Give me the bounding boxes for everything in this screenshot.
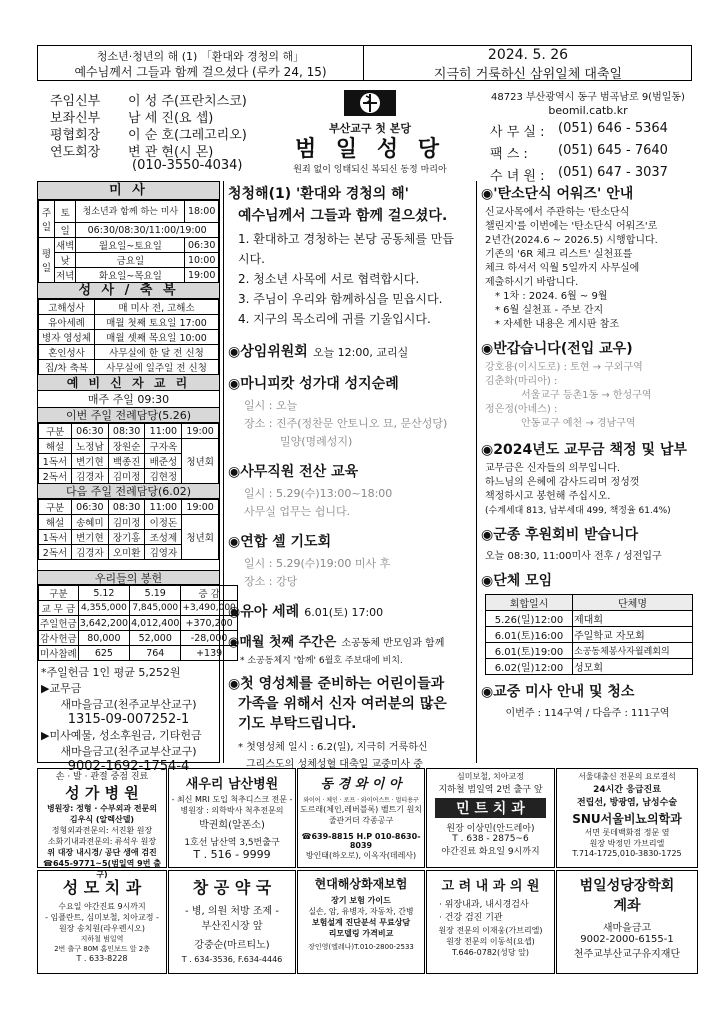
welcome-line: 정은정(아녜스) :: [485, 404, 558, 415]
ad-line: 강중순(마르티노): [194, 940, 270, 951]
website-link[interactable]: beomil.catb.kr: [548, 104, 628, 117]
ministry-cell: 백종진: [108, 454, 145, 469]
notice-carbon-fast: ◉'탄소단식 어워즈' 안내: [481, 186, 634, 202]
group-cell: 주일학교 자모회: [573, 627, 693, 643]
offering-cell: 교 무 금: [39, 601, 79, 616]
first-communion-line3: 기도 부탁드립니다.: [238, 716, 357, 732]
group-cell: 성모회: [573, 659, 693, 675]
ad-koryo-clinic: [426, 870, 555, 974]
account-b-title: ▶미사예물, 성소후원금, 기타헌금: [41, 729, 202, 742]
ministry-cell: 해설: [39, 515, 72, 530]
col-head: 08:30: [108, 500, 145, 515]
offering-average: *주일헌금 1인 평균 5,252원: [41, 666, 181, 679]
ad-line: T . 516 - 9999: [193, 848, 271, 861]
dues-body: [477, 462, 698, 518]
it-training-date: 일시 : 5.29(수)13:00~18:00: [244, 487, 393, 500]
it-training-note: 사무실 업무는 쉽니다.: [244, 505, 351, 518]
catechumen-title: 예 비 신 자 교 리: [38, 375, 219, 391]
staff-role: 주임신부: [50, 94, 101, 109]
pilgrimage-place2: 밀양(명례성지): [280, 435, 353, 448]
ad-line: 원장 송치원(라우렌시오): [58, 924, 146, 933]
ad-line: 지하철 범일역 2번 출구 앞: [438, 785, 543, 795]
fax-number: (051) 645 - 7640: [558, 143, 668, 158]
ministry-next-table: [38, 499, 219, 560]
notice-cell-prayer: ◉연합 셀 기도회: [228, 534, 332, 550]
ad-line: 원장 박정민 가브리엘: [589, 839, 665, 848]
weekday-days: 금요일: [76, 253, 185, 268]
ad-line: T . 633-8228: [76, 954, 128, 963]
ad-name: 동 경 와 이 아: [320, 777, 402, 792]
sacrament-info: 매월 첫째 토요일 17:00: [95, 315, 219, 330]
group-cell: 6.01(토)19:00: [486, 643, 573, 659]
ministry-cell: 1독서: [39, 530, 72, 545]
sat-mass-time: 18:00: [185, 201, 219, 223]
group-cell: 5.26(일)12:00: [486, 611, 573, 627]
sacrament-name: 유아세례: [39, 315, 95, 330]
ad-line: ☎645-9771~5(범일역 9번 출구): [43, 859, 161, 879]
ad-name: 고 려 내 과 의 원: [441, 879, 540, 894]
group-cell: 소공동체봉사자월례회의: [573, 643, 693, 659]
ad-line: 위 대장 내시경/ 공단 생애 검진: [47, 848, 157, 857]
ad-line: 장기 보험 가이드: [331, 896, 391, 905]
offering-cell: -28,000: [181, 631, 237, 646]
ad-line: 9002-2000-6155-1: [580, 934, 674, 945]
welcome-line: 김춘화(마리아) :: [485, 376, 558, 387]
notice-military: ◉군종 후원회비 받습니다: [481, 527, 639, 543]
ad-line: - 최신 MRI 도입 척추디스크 전문 -: [171, 795, 293, 804]
convent-label: 수 녀 원 :: [490, 169, 545, 184]
notice-committee-time: 오늘 12:00, 교리실: [312, 346, 409, 359]
sacrament-info: 매 미사 전, 고해소: [95, 300, 219, 315]
ministry-cell: 변기현: [71, 454, 108, 469]
ad-line: ☎639-8815 H.P 010-8630-8039: [301, 832, 421, 850]
ministry-cell: 송혜미: [71, 515, 108, 530]
staff-role: 연도회장: [50, 145, 101, 160]
ad-saeuri-hospital: [168, 768, 296, 868]
offering-cell: 미사참례: [39, 646, 79, 661]
staff-name: 이 순 호(그레고리오): [128, 128, 247, 143]
convent-phone: (051) 647 - 3037: [558, 165, 668, 180]
ministry-cell: 김경자: [71, 545, 108, 560]
account-a-number: 1315-09-007252-1: [67, 712, 190, 727]
offering-cell: +3,490,000: [181, 601, 237, 616]
ministry-cell: 청년회: [182, 515, 219, 560]
sacrament-name: 집/차 축복: [39, 360, 95, 375]
offering-cell: 7,845,000: [130, 601, 181, 616]
offering-cell: 4,355,000: [78, 601, 129, 616]
col-head: 5.12: [78, 586, 129, 601]
baptism-date: 6.01(토) 17:00: [304, 606, 384, 619]
bulletin-date: 2024. 5. 26: [487, 47, 569, 63]
ministry-cell: 해설: [39, 439, 72, 454]
ad-name: 성 가 병 원: [65, 784, 139, 802]
offering-cell: +370,200: [181, 616, 237, 631]
col-head: 5.19: [130, 586, 181, 601]
col-head: 구분: [39, 586, 79, 601]
address: 48723 부산광역시 동구 범곡남로 9(범일동): [491, 92, 685, 103]
account-b-number: 9002-1692-1754-4: [67, 759, 190, 774]
ad-line: 원장 전문의 이재웅(가브리엘): [438, 926, 543, 935]
notice-dues: ◉2024년도 교무금 책정 및 납부: [481, 442, 687, 458]
notice-first-week: ◉매월 첫째 주간은: [228, 635, 337, 650]
ministry-cell: 1독서: [39, 454, 72, 469]
dues-line: 교무금은 신자들의 의무입니다.: [485, 463, 621, 474]
ad-sungmo-dental: [37, 870, 167, 974]
cleaning-body: 이번주 : 114구역 / 다음주 : 111구역: [505, 708, 670, 719]
notice-welcome: ◉반갑습니다(전입 교우): [481, 341, 633, 357]
carbon-line: 2년간(2024.6 ~ 2026.5) 시행합니다.: [485, 235, 658, 246]
sacrament-name: 혼인성사: [39, 345, 95, 360]
main-heading: 청청해(1) '환대와 경청의 해': [228, 186, 409, 202]
ad-line: · 위장내과, 내시경검사: [439, 900, 529, 910]
ministry-cell: 이정돈: [145, 515, 182, 530]
group-cell: 제대회: [573, 611, 693, 627]
ad-line: 지하철 범일역: [80, 935, 124, 943]
ad-line: 실손, 암, 유병자, 자동차, 간병: [308, 907, 414, 916]
main-item: 2. 청소년 사목에 서로 협력합시다.: [238, 272, 420, 286]
ministry-next-title: 다음 주일 전례담당(6.02): [38, 484, 219, 499]
first-communion-line2: 가족을 위해서 신자 여러분의 많은: [238, 696, 447, 712]
carbon-line: 제출하시기 바랍니다.: [485, 277, 579, 288]
sun-label: 일: [55, 223, 76, 238]
ad-line: - 임플란트, 심미보철, 치아교정 -: [45, 913, 159, 922]
ad-name: 민 트 치 과: [435, 798, 546, 818]
ad-line: 서면 롯데백화점 정문 옆: [584, 828, 670, 837]
ad-line: · 건강 검진 기관: [439, 913, 503, 923]
ministry-cell: 조성제: [145, 530, 182, 545]
contact-block: [478, 88, 698, 184]
dues-line: (수계세대 813, 납부세대 499, 책정율 61.4%): [485, 506, 671, 516]
weekday-time: 19:00: [185, 268, 219, 283]
ad-line: 리모델링 가격비교: [328, 929, 394, 938]
ad-line: 보험설계 진단분석 무료상담: [311, 918, 411, 927]
main-column: [223, 181, 475, 770]
ad-line: 서울대출신 전문의 요로결석: [578, 772, 676, 781]
ad-line: T.714-1725,010-3830-1725: [572, 849, 682, 858]
ad-line: 전립선, 방광염, 남성수술: [576, 798, 678, 808]
sat-mass-desc: 청소년과 함께 하는 미사: [76, 201, 185, 223]
ad-line: 소화기내과전문의: 류석우 원장: [47, 837, 157, 846]
ad-line: T . 634-3536, F.634-4446: [181, 955, 283, 964]
first-week-note: * 소공동체지 '함께' 6월호 주보대에 비치.: [240, 656, 403, 666]
theme-sub: 예수님께서 그들과 함께 걸으셨다 (루카 24, 15): [74, 65, 327, 79]
ad-line: 천주교부산교구유지재단: [573, 949, 681, 960]
ad-line: 새마을금고: [602, 923, 652, 934]
ad-line: 24시간 응급진료: [593, 785, 661, 795]
carbon-line: 챌린지'를 이번에는 '탄소단식 어워즈'로: [485, 221, 658, 232]
ministry-cell: 구자옥: [145, 439, 182, 454]
ad-line: 도르래(체인,레버블록) 벨트기 원치: [299, 805, 423, 814]
account-b-bank: 새마을금고(천주교부산교구): [60, 745, 197, 758]
welcome-line: 안동교구 예천 → 경남구역: [521, 418, 636, 429]
staff-name: 변 관 현(시 몬): [128, 145, 214, 160]
ministry-cell: 김경자: [71, 469, 108, 484]
ministry-this-table: [38, 423, 219, 484]
ad-line: 원장 이상민(안드레아): [446, 824, 535, 834]
staff-name: 남 세 진(요 셉): [128, 111, 214, 126]
ministry-cell: 2독서: [39, 469, 72, 484]
weekday-days: 월요일~토요일: [76, 238, 185, 253]
ad-line: 원장 전문의 이동석(요셉): [446, 937, 535, 946]
first-week-desc: 소공동체 반모임과 함께: [341, 638, 445, 649]
offering-cell: 주일헌금: [39, 616, 79, 631]
account-a-bank: 새마을금고(천주교부산교구): [60, 698, 197, 711]
ad-sungga-hospital: [37, 768, 167, 879]
carbon-line: 신교사목에서 주관하는 '탄소단식: [485, 207, 630, 218]
ministry-cell: 김미정: [108, 469, 145, 484]
first-communion-date: * 첫영성체 일시 : 6.2(일), 지극히 거룩하신: [238, 742, 428, 753]
col-head: 회합일시: [486, 595, 573, 611]
feast-title: 지극히 거룩하신 삼위일체 대축일: [433, 67, 623, 82]
ministry-this-title: 이번 주일 전례담당(5.26): [38, 408, 219, 423]
ministry-cell: 노정남: [71, 439, 108, 454]
ad-line: 1호선 남산역 3,5번출구: [184, 838, 280, 848]
ad-line: 야간진료 화요일 9시까지: [441, 847, 540, 857]
ad-mint-dental: [426, 768, 555, 868]
church-logo-icon: [340, 90, 400, 118]
offering-table: [38, 585, 238, 661]
sacrament-name: 고해성사: [39, 300, 95, 315]
sacraments-title: 성 사 / 축 복: [38, 283, 219, 299]
ad-name: 현대해상화재보험: [314, 877, 408, 891]
col-head: 06:30: [71, 500, 108, 515]
ministry-cell: 변기현: [71, 530, 108, 545]
offering-cell: 52,000: [130, 631, 181, 646]
sunday-label: 주일: [39, 201, 55, 238]
pilgrimage-date: 일시 : 오늘: [244, 399, 298, 412]
sacraments-table: [38, 299, 219, 375]
col-head: 11:00: [145, 424, 182, 439]
diocese-line: 부산교구 첫 본당: [328, 122, 412, 135]
notice-it-training: ◉사무직원 전산 교육: [228, 464, 359, 480]
ad-line: 2번 출구 80M 홈인보드 앞 2층: [54, 945, 150, 953]
offering-title: 우리들의 봉헌: [38, 570, 219, 585]
weekday-time: 06:30: [185, 238, 219, 253]
notice-committee: ◉상임위원회: [228, 344, 308, 360]
notice-groups: ◉단체 모임: [481, 573, 553, 589]
carbon-bullet: * 자세한 내용은 게시판 참조: [495, 319, 619, 330]
offering-cell: 80,000: [78, 631, 129, 646]
weekday-kind: 낮: [55, 253, 76, 268]
carbon-fast-body: [477, 206, 698, 332]
ministry-cell: 청년회: [182, 439, 219, 484]
notice-pilgrimage: ◉마니피캇 성가대 성지순례: [228, 376, 399, 392]
sacrament-info: 사무실에 일주일 전 신청: [95, 360, 219, 375]
ad-changgong-pharmacy: [168, 870, 296, 974]
main-item: 1. 환대하고 경청하는 본당 공동체를 만듭시다.: [238, 232, 454, 266]
offering-cell: +139: [181, 646, 237, 661]
sacrament-info: 매월 셋째 목요일 10:00: [95, 330, 219, 345]
staff-list: [50, 90, 265, 173]
ad-line: 수요일 야간진료 9시까지: [58, 902, 146, 911]
notice-baptism: ◉유아 세례: [228, 604, 300, 620]
ministry-cell: 장기홍: [108, 530, 145, 545]
ad-line: 박권희(알폰소): [199, 820, 265, 831]
sacrament-name: 병자 영성체: [39, 330, 95, 345]
ad-name: SNU서울비뇨의학과: [572, 812, 682, 826]
ad-line: 손 · 발 · 관절 중점 진료: [55, 772, 149, 782]
parish-name: 범 일 성 당: [295, 136, 445, 162]
offering-cell: 625: [78, 646, 129, 661]
left-column: [37, 181, 236, 774]
ministry-cell: 김현정: [145, 469, 182, 484]
cell-prayer-date: 일시 : 5.29(수)19:00 미사 후: [244, 557, 391, 570]
catechumen-time: 매주 주일 09:30: [38, 391, 219, 408]
main-item: 3. 주님이 우리와 함께하심을 믿읍시다.: [238, 292, 443, 306]
ministry-cell: 배준성: [145, 454, 182, 469]
weekday-days: 화요일~목요일: [76, 268, 185, 283]
ad-line: 정형외과전문의: 서진환 원장: [51, 826, 153, 835]
header-bar: [37, 45, 692, 81]
sun-mass-times: 06:30/08:30/11:00/19:00: [76, 223, 219, 238]
carbon-bullet: * 1차 : 2024. 6월 ~ 9월: [495, 291, 608, 302]
weekday-time: 10:00: [185, 253, 219, 268]
theme-line: 청소년·청년의 해 (1) 「환대와 경청의 해」: [96, 50, 305, 63]
ad-line: 김우식 (알렉산델): [69, 815, 135, 824]
military-body: 오늘 08:30, 11:00미사 전후 / 성전입구: [485, 551, 662, 562]
mass-title: 미 사: [38, 182, 219, 200]
offering-cell: 764: [130, 646, 181, 661]
offering-cell: 4,012,400: [131, 617, 180, 629]
group-cell: 6.01(토)16:00: [486, 627, 573, 643]
office-label: 사 무 실 :: [490, 125, 545, 140]
col-head: 19:00: [182, 424, 219, 439]
welcome-line: 서울교구 등촌1동 → 한성구역: [521, 390, 652, 401]
ad-line: T . 638 - 2875~6: [452, 834, 529, 844]
ad-line: 줄관거더 각종공구: [328, 816, 394, 825]
offering-cell: 3,642,200: [79, 617, 129, 629]
first-communion-date2: 그리스도의 성체성혈 대축일 교중미사 중: [246, 759, 423, 770]
cell-prayer-place: 장소 : 강당: [244, 575, 298, 588]
ad-line: 방인태(하오로), 이옥자(데레사): [305, 851, 417, 860]
col-head: 06:30: [71, 424, 108, 439]
weekday-kind: 저녁: [55, 268, 76, 283]
group-cell: 6.02(일)12:00: [486, 659, 573, 675]
staff-role: 보좌신부: [50, 111, 101, 126]
main-subheading: 예수님께서 그들과 함께 걸으셨다.: [238, 208, 448, 224]
ad-name: 성 모 치 과: [62, 878, 142, 897]
welcome-body: [477, 361, 698, 431]
ministry-cell: 김미정: [108, 515, 145, 530]
ministry-cell: 장원순: [108, 439, 145, 454]
dues-line: 하느님의 은혜에 감사드리며 정성껏: [485, 477, 640, 488]
ad-line: 와이어 · 체인 · 로프 · 와이어스트 · 멀티용구: [303, 797, 419, 804]
account-a-title: ▶교무금: [41, 682, 82, 695]
staff-role: 평협회장: [50, 128, 101, 143]
staff-name: 이 성 주(프란치스코): [128, 94, 247, 109]
main-item: 4. 지구의 목소리에 귀를 기울입시다.: [238, 312, 431, 326]
col-head: 증 감: [181, 586, 237, 601]
welcome-line: 강호용(이시도로) : 토현 → 구외구역: [485, 362, 643, 373]
mass-table: [38, 200, 219, 283]
col-head: 구분: [39, 500, 72, 515]
weekday-label: 평일: [39, 238, 55, 283]
ad-line: - 병, 의원 처방 조제 -: [185, 906, 279, 917]
groups-table: [485, 594, 693, 675]
col-head: 단체명: [573, 595, 693, 611]
ad-snu-urology: [556, 768, 698, 868]
parish-logo-block: [270, 86, 470, 176]
ad-hyundai-insurance: [297, 870, 425, 974]
col-head: 08:30: [108, 424, 145, 439]
office-phone: (051) 646 - 5364: [558, 121, 668, 136]
carbon-bullet: * 6월 실천표 - 주보 간지: [495, 305, 604, 316]
notice-first-communion: ◉첫 영성체를 준비하는 어린이들과: [228, 676, 445, 692]
ad-line: T.646-0782(성당 앞): [452, 948, 529, 957]
ad-name: 새우리 남산병원: [185, 777, 279, 792]
ad-line: 심미보철, 치아교정: [457, 772, 524, 781]
ad-line: 장인영(엘레나)T.010-2800-2533: [308, 943, 414, 951]
dues-line: 책정하시고 봉헌해 주십시오.: [485, 491, 611, 502]
carbon-line: 기존의 '6R 체크 리스트' 실천표를: [485, 249, 633, 260]
ad-line: 병원장 : 의학박사 척추전문의: [180, 806, 284, 815]
staff-phone: (010-3550-4034): [132, 158, 243, 173]
notice-cleaning: ◉교중 미사 안내 및 청소: [481, 684, 635, 700]
ad-dongkyung-wire: [297, 768, 425, 868]
ministry-cell: 오미환: [108, 545, 145, 560]
ministry-cell: 2독서: [39, 545, 72, 560]
right-column: [476, 181, 698, 763]
ad-name: 계좌: [613, 898, 641, 914]
ad-line: 부산진시장 앞: [201, 921, 263, 932]
fax-label: 팩 스 :: [490, 147, 528, 162]
ad-name: 범일성당장학회: [579, 878, 675, 894]
ad-scholarship: [556, 870, 698, 974]
ad-line: 병원장: 정형 · 수부외과 전문의: [46, 804, 158, 813]
col-head: 구분: [39, 424, 72, 439]
sacrament-info: 사무실에 한 달 전 신청: [95, 345, 219, 360]
weekday-kind: 새벽: [55, 238, 76, 253]
carbon-line: 체크 하셔서 익월 5일까지 사무실에: [485, 263, 640, 274]
sat-label: 토: [55, 201, 76, 223]
ad-name: 창 공 약 국: [192, 878, 272, 897]
col-head: 11:00: [145, 500, 182, 515]
ministry-cell: 김영자: [145, 545, 182, 560]
pilgrimage-place: 장소 : 진주(정찬문 안토니오 묘, 문산성당): [244, 417, 448, 430]
col-head: 19:00: [182, 500, 219, 515]
offering-cell: 감사헌금: [39, 631, 79, 646]
parish-motto: 원죄 없이 잉태되신 복되신 동정 마리아: [293, 165, 447, 175]
